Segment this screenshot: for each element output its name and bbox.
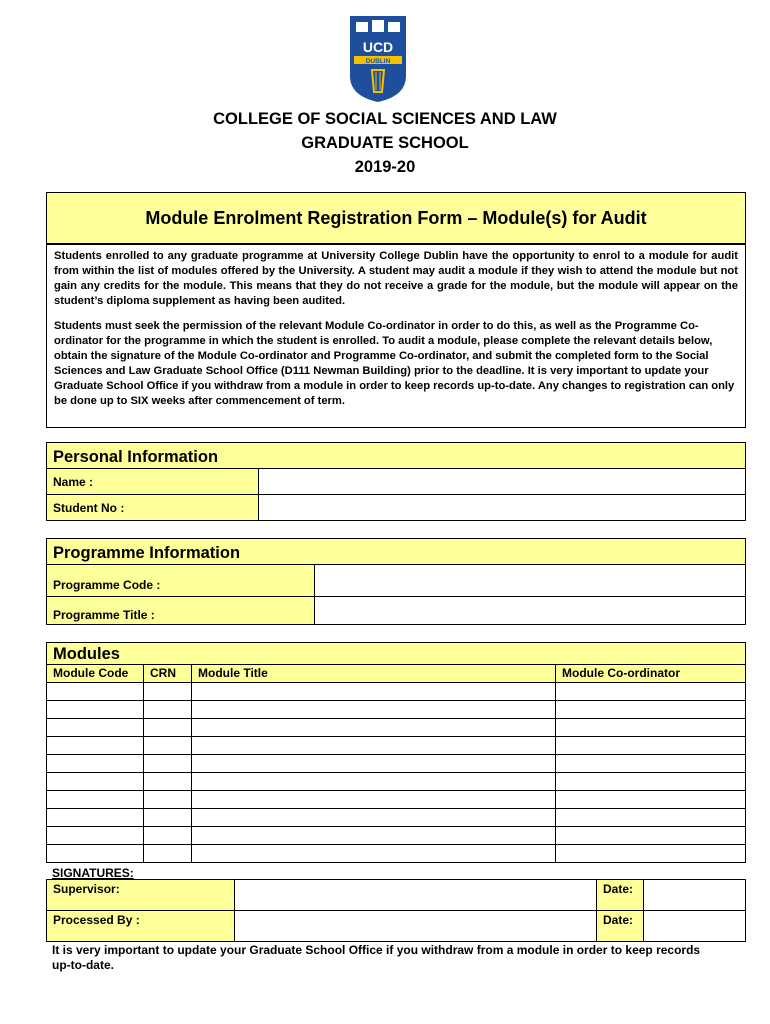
column-module-coordinator: Module Co-ordinator — [556, 665, 746, 683]
module-code-cell[interactable] — [47, 737, 144, 755]
module-coordinator-cell[interactable] — [556, 845, 746, 863]
module-code-cell[interactable] — [47, 701, 144, 719]
intro-paragraph-1: Students enrolled to any graduate programme at University College Dublin have the opportunity to enrol to a module for audit from within the list of modules offered by the University. A student may audit a module if they wish to attend the module but not gain any credits for the module. This means that they do not receive a grade for the module, but the module will appear on the student’s diploma supplement as having been audited. — [54, 250, 738, 307]
module-row — [47, 737, 746, 755]
signatures-table — [46, 879, 746, 942]
ucd-logo — [348, 14, 408, 104]
module-title-cell[interactable] — [192, 683, 556, 701]
crn-cell[interactable] — [144, 845, 192, 863]
module-code-cell[interactable] — [47, 827, 144, 845]
supervisor-signature-field[interactable] — [235, 880, 597, 911]
processed-by-label: Processed By : — [47, 911, 235, 942]
processed-by-field[interactable] — [235, 911, 597, 942]
crn-cell[interactable] — [144, 791, 192, 809]
crn-cell[interactable] — [144, 719, 192, 737]
academic-year: 2019-20 — [354, 158, 416, 176]
module-row — [47, 809, 746, 827]
module-row — [47, 755, 746, 773]
module-title-cell[interactable] — [192, 791, 556, 809]
module-coordinator-cell[interactable] — [556, 683, 746, 701]
processed-date-field[interactable] — [644, 911, 746, 942]
module-coordinator-cell[interactable] — [556, 791, 746, 809]
module-row — [47, 845, 746, 863]
school-title: GRADUATE SCHOOL — [301, 134, 469, 152]
module-coordinator-cell[interactable] — [556, 719, 746, 737]
module-title-cell[interactable] — [192, 755, 556, 773]
processed-date-label: Date: — [597, 911, 644, 942]
module-coordinator-cell[interactable] — [556, 737, 746, 755]
intro-text — [46, 244, 746, 428]
column-module-title: Module Title — [192, 665, 556, 683]
crn-cell[interactable] — [144, 683, 192, 701]
programme-information-table — [46, 538, 746, 625]
module-row — [47, 773, 746, 791]
column-crn: CRN — [144, 665, 192, 683]
modules-heading: Modules — [47, 643, 746, 665]
module-row — [47, 791, 746, 809]
module-coordinator-cell[interactable] — [556, 827, 746, 845]
logo-subtext: DUBLIN — [365, 58, 391, 65]
programme-code-label: Programme Code : — [47, 565, 315, 597]
intro-paragraph-2: Students must seek the permission of the relevant Module Co-ordinator in order to do this, as well as the Programme Co-ordinator for the programme in which the student is enrolled. To audit a module, please complete the relevant details below, obtain the signature of the Module Co-ordinator and Programme Co-ordinator, and submit the completed form to the Social Sciences and Law Graduate School Office (D111 Newman Building) prior to the deadline. It is very important to update your Graduate School Office if you withdraw from a module in order to keep records up-to-date. Any changes to registration can only be done up to SIX weeks after commencement of term. — [54, 320, 735, 407]
module-row — [47, 701, 746, 719]
signatures-heading: SIGNATURES: — [52, 866, 134, 880]
module-code-cell[interactable] — [47, 719, 144, 737]
module-title-cell[interactable] — [192, 845, 556, 863]
logo-text: UCD — [362, 39, 394, 55]
crn-cell[interactable] — [144, 737, 192, 755]
crn-cell[interactable] — [144, 773, 192, 791]
personal-heading: Personal Information — [47, 443, 746, 469]
module-row — [47, 827, 746, 845]
programme-heading: Programme Information — [47, 539, 746, 565]
module-title-cell[interactable] — [192, 701, 556, 719]
student-no-label: Student No : — [47, 495, 259, 521]
module-row — [47, 683, 746, 701]
personal-information-table — [46, 442, 746, 521]
modules-table — [46, 642, 746, 863]
module-code-cell[interactable] — [47, 809, 144, 827]
module-title-cell[interactable] — [192, 827, 556, 845]
module-title-cell[interactable] — [192, 809, 556, 827]
module-code-cell[interactable] — [47, 755, 144, 773]
crn-cell[interactable] — [144, 827, 192, 845]
module-code-cell[interactable] — [47, 773, 144, 791]
college-title: COLLEGE OF SOCIAL SCIENCES AND LAW — [213, 110, 557, 128]
supervisor-date-field[interactable] — [644, 880, 746, 911]
form-title: Module Enrolment Registration Form – Module(s) for Audit — [46, 192, 746, 244]
module-title-cell[interactable] — [192, 719, 556, 737]
crn-cell[interactable] — [144, 701, 192, 719]
supervisor-date-label: Date: — [597, 880, 644, 911]
module-code-cell[interactable] — [47, 683, 144, 701]
column-module-code: Module Code — [47, 665, 144, 683]
student-no-field[interactable] — [259, 495, 746, 521]
programme-title-field[interactable] — [315, 597, 746, 625]
name-label: Name : — [47, 469, 259, 495]
module-coordinator-cell[interactable] — [556, 773, 746, 791]
module-coordinator-cell[interactable] — [556, 809, 746, 827]
name-field[interactable] — [259, 469, 746, 495]
module-title-cell[interactable] — [192, 737, 556, 755]
module-row — [47, 719, 746, 737]
module-coordinator-cell[interactable] — [556, 755, 746, 773]
footer-note: It is very important to update your Graduate School Office if you withdraw from a module in order to keep records up-to-date. — [52, 943, 701, 972]
module-title-cell[interactable] — [192, 773, 556, 791]
crn-cell[interactable] — [144, 755, 192, 773]
module-code-cell[interactable] — [47, 791, 144, 809]
module-code-cell[interactable] — [47, 845, 144, 863]
programme-code-field[interactable] — [315, 565, 746, 597]
module-coordinator-cell[interactable] — [556, 701, 746, 719]
crn-cell[interactable] — [144, 809, 192, 827]
supervisor-label: Supervisor: — [47, 880, 235, 911]
programme-title-label: Programme Title : — [47, 597, 315, 625]
